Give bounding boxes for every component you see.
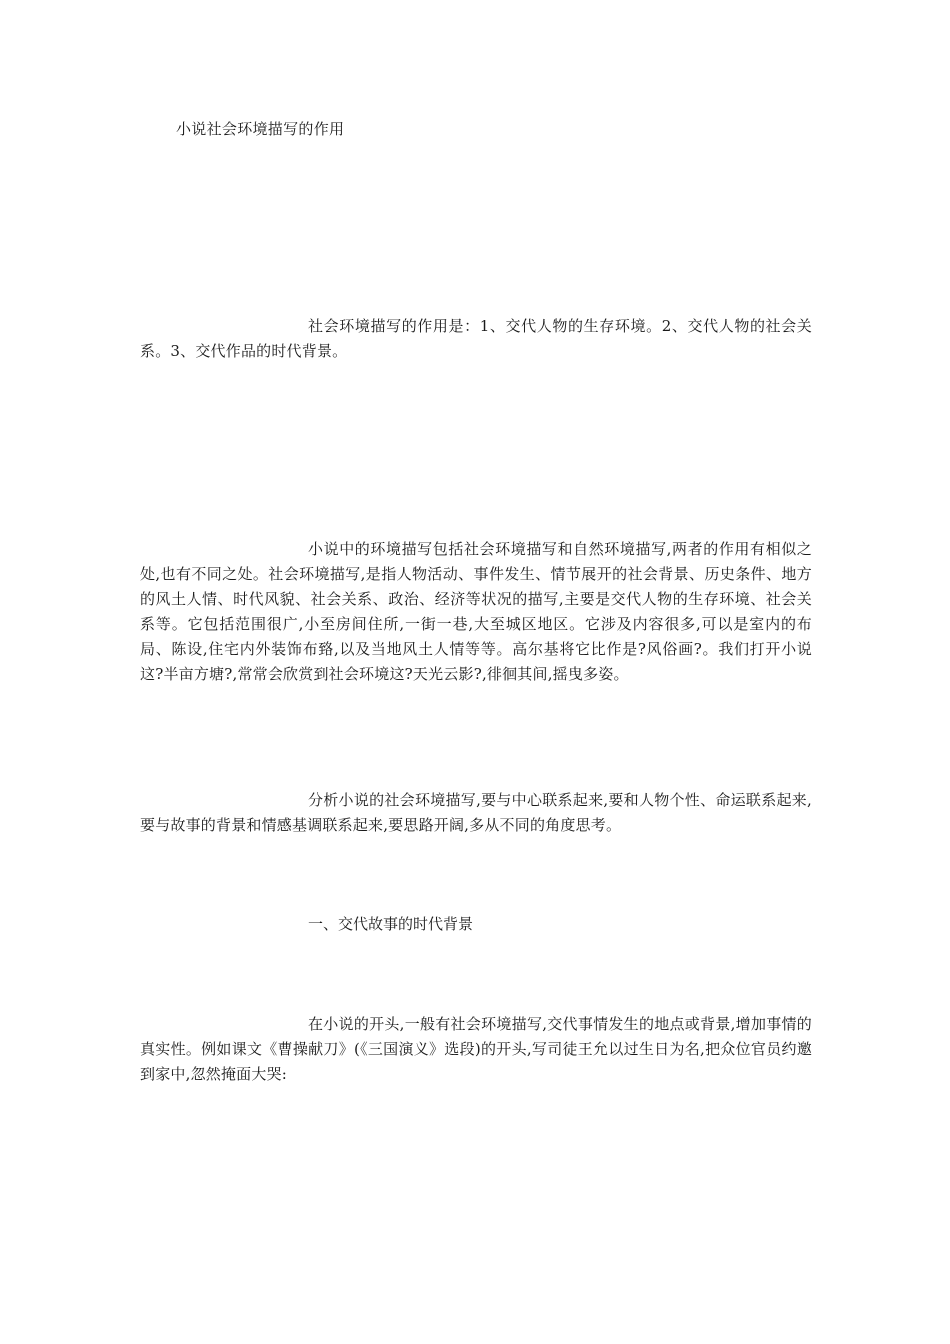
paragraph-social-environment-functions: 社会环境描写的作用是：1、交代人物的生存环境。2、交代人物的社会关系。3、交代作品的时代背景。 — [140, 317, 812, 360]
paragraph-section-body: 在小说的开头,一般有社会环境描写,交代事情发生的地点或背景,增加事情的真实性。例如课文《曹操献刀》(《三国演义》选段)的开头,写司徒王允以过生日为名,把众位官员约邀到家中,忽然掩面大哭: — [140, 1015, 812, 1083]
paragraph-analysis-method: 分析小说的社会环境描写,要与中心联系起来,要和人物个性、命运联系起来,要与故事的背景和情感基调联系起来,要思路开阔,多从不同的角度思考。 — [140, 791, 812, 834]
paragraph-environment-description: 小说中的环境描写包括社会环境描写和自然环境描写,两者的作用有相似之处,也有不同之处。社会环境描写,是指人物活动、事件发生、情节展开的社会背景、历史条件、地方的风土人情、时代风貌、社会关系、政治、经济等状况的描写,主要是交代人物的生存环境、社会关系等。它包括范围很广,小至房间住所,一街一巷,大至城区地区。它涉及内容很多,可以是室内的布局、陈设,住宅内外装饰布臵,以及当地风土人情等等。高尔基将它比作是?风俗画?。我们打开小说这?半亩方塘?,常常会欣赏到社会环境这?天光云影?,徘徊其间,摇曳多姿。 — [140, 540, 812, 683]
document-title: 小说社会环境描写的作用 — [176, 120, 345, 138]
section-heading: 一、交代故事的时代背景 — [308, 915, 474, 933]
